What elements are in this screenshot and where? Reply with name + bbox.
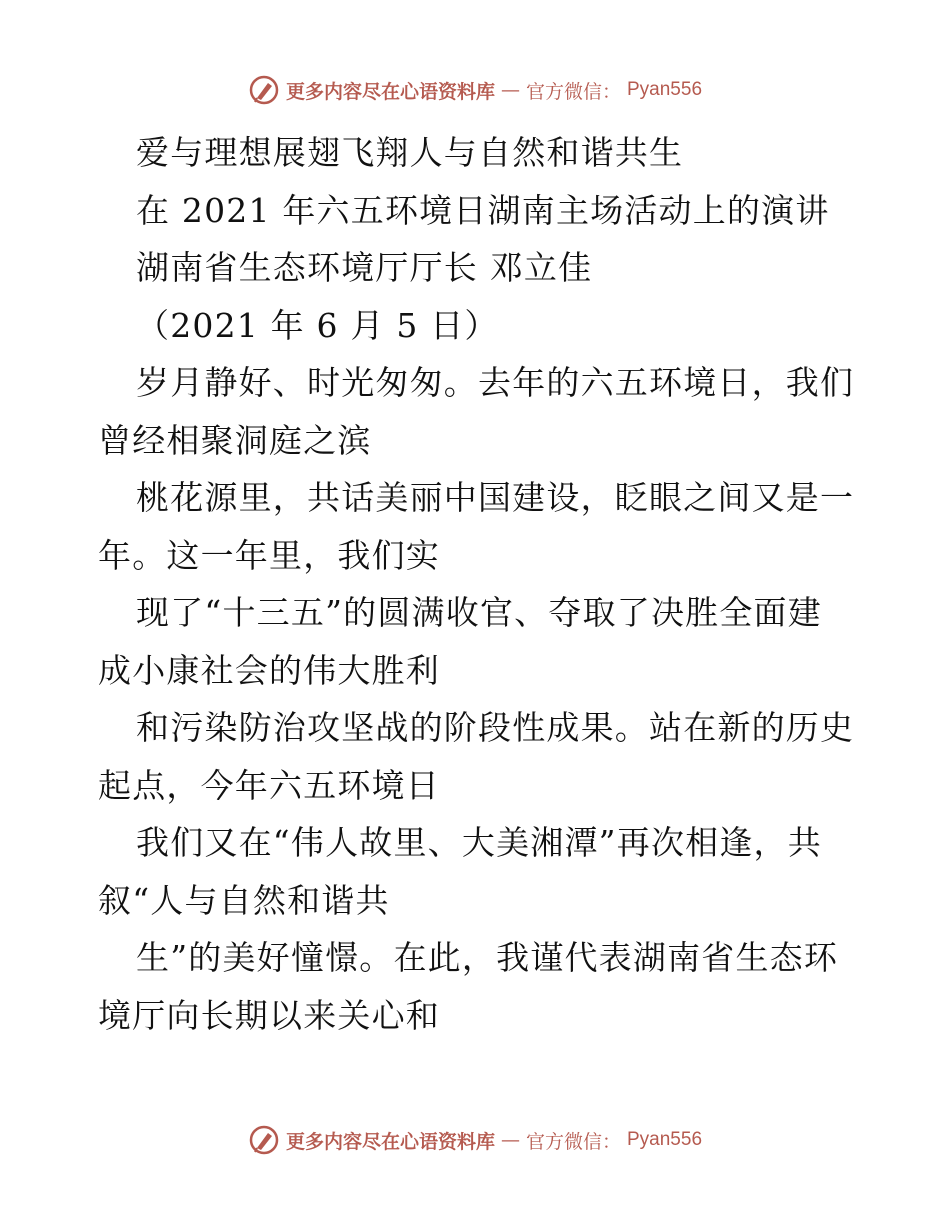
- paragraph-line: 叙“人与自然和谐共: [98, 880, 390, 920]
- paragraph-line: 桃花源里，共话美丽中国建设，眨眼之间又是一: [136, 478, 855, 517]
- paragraph-line: 我们又在“伟人故里、大美湘潭”再次相逢，共: [136, 823, 822, 862]
- footer-watermark: [0, 1120, 950, 1160]
- quill-logo-icon: [248, 74, 280, 106]
- document-title: 爱与理想展翅飞翔人与自然和谐共生: [136, 133, 684, 172]
- paragraph-line: 年。这一年里，我们实: [98, 535, 440, 575]
- paragraph-line: 生”的美好憧憬。在此，我谨代表湖南省生态环: [136, 938, 839, 977]
- paragraph-line: 起点，今年六五环境日: [98, 765, 440, 805]
- watermark-dash: —: [500, 1129, 520, 1151]
- document-subtitle: 在 2021 年六五环境日湖南主场活动上的演讲: [136, 190, 830, 230]
- watermark-brand: 更多内容尽在心语资料库: [285, 80, 495, 103]
- watermark-wechat-id: Pyan556: [627, 1129, 703, 1150]
- watermark-wechat-label: 官方微信：: [525, 1130, 621, 1153]
- paragraph-line: 境厅向长期以来关心和: [98, 995, 440, 1035]
- document-date: （2021 年 6 月 5 日）: [136, 305, 499, 345]
- document-body: [98, 124, 858, 1044]
- header-watermark: [0, 70, 950, 110]
- watermark-brand: 更多内容尽在心语资料库: [285, 1130, 495, 1153]
- paragraph-line: 曾经相聚洞庭之滨: [98, 420, 372, 460]
- paragraph-line: 成小康社会的伟大胜利: [98, 650, 440, 690]
- paragraph-line: 和污染防治攻坚战的阶段性成果。站在新的历史: [136, 708, 855, 747]
- watermark-wechat-label: 官方微信：: [525, 80, 621, 103]
- paragraph-line: 现了“十三五”的圆满收官、夺取了决胜全面建: [136, 593, 822, 632]
- paragraph-line: 岁月静好、时光匆匆。去年的六五环境日，我们: [136, 363, 855, 402]
- document-author: 湖南省生态环境厅厅长 邓立佳: [136, 248, 593, 287]
- quill-logo-icon: [248, 1124, 280, 1156]
- watermark-wechat-id: Pyan556: [627, 79, 703, 100]
- watermark-dash: —: [500, 79, 520, 101]
